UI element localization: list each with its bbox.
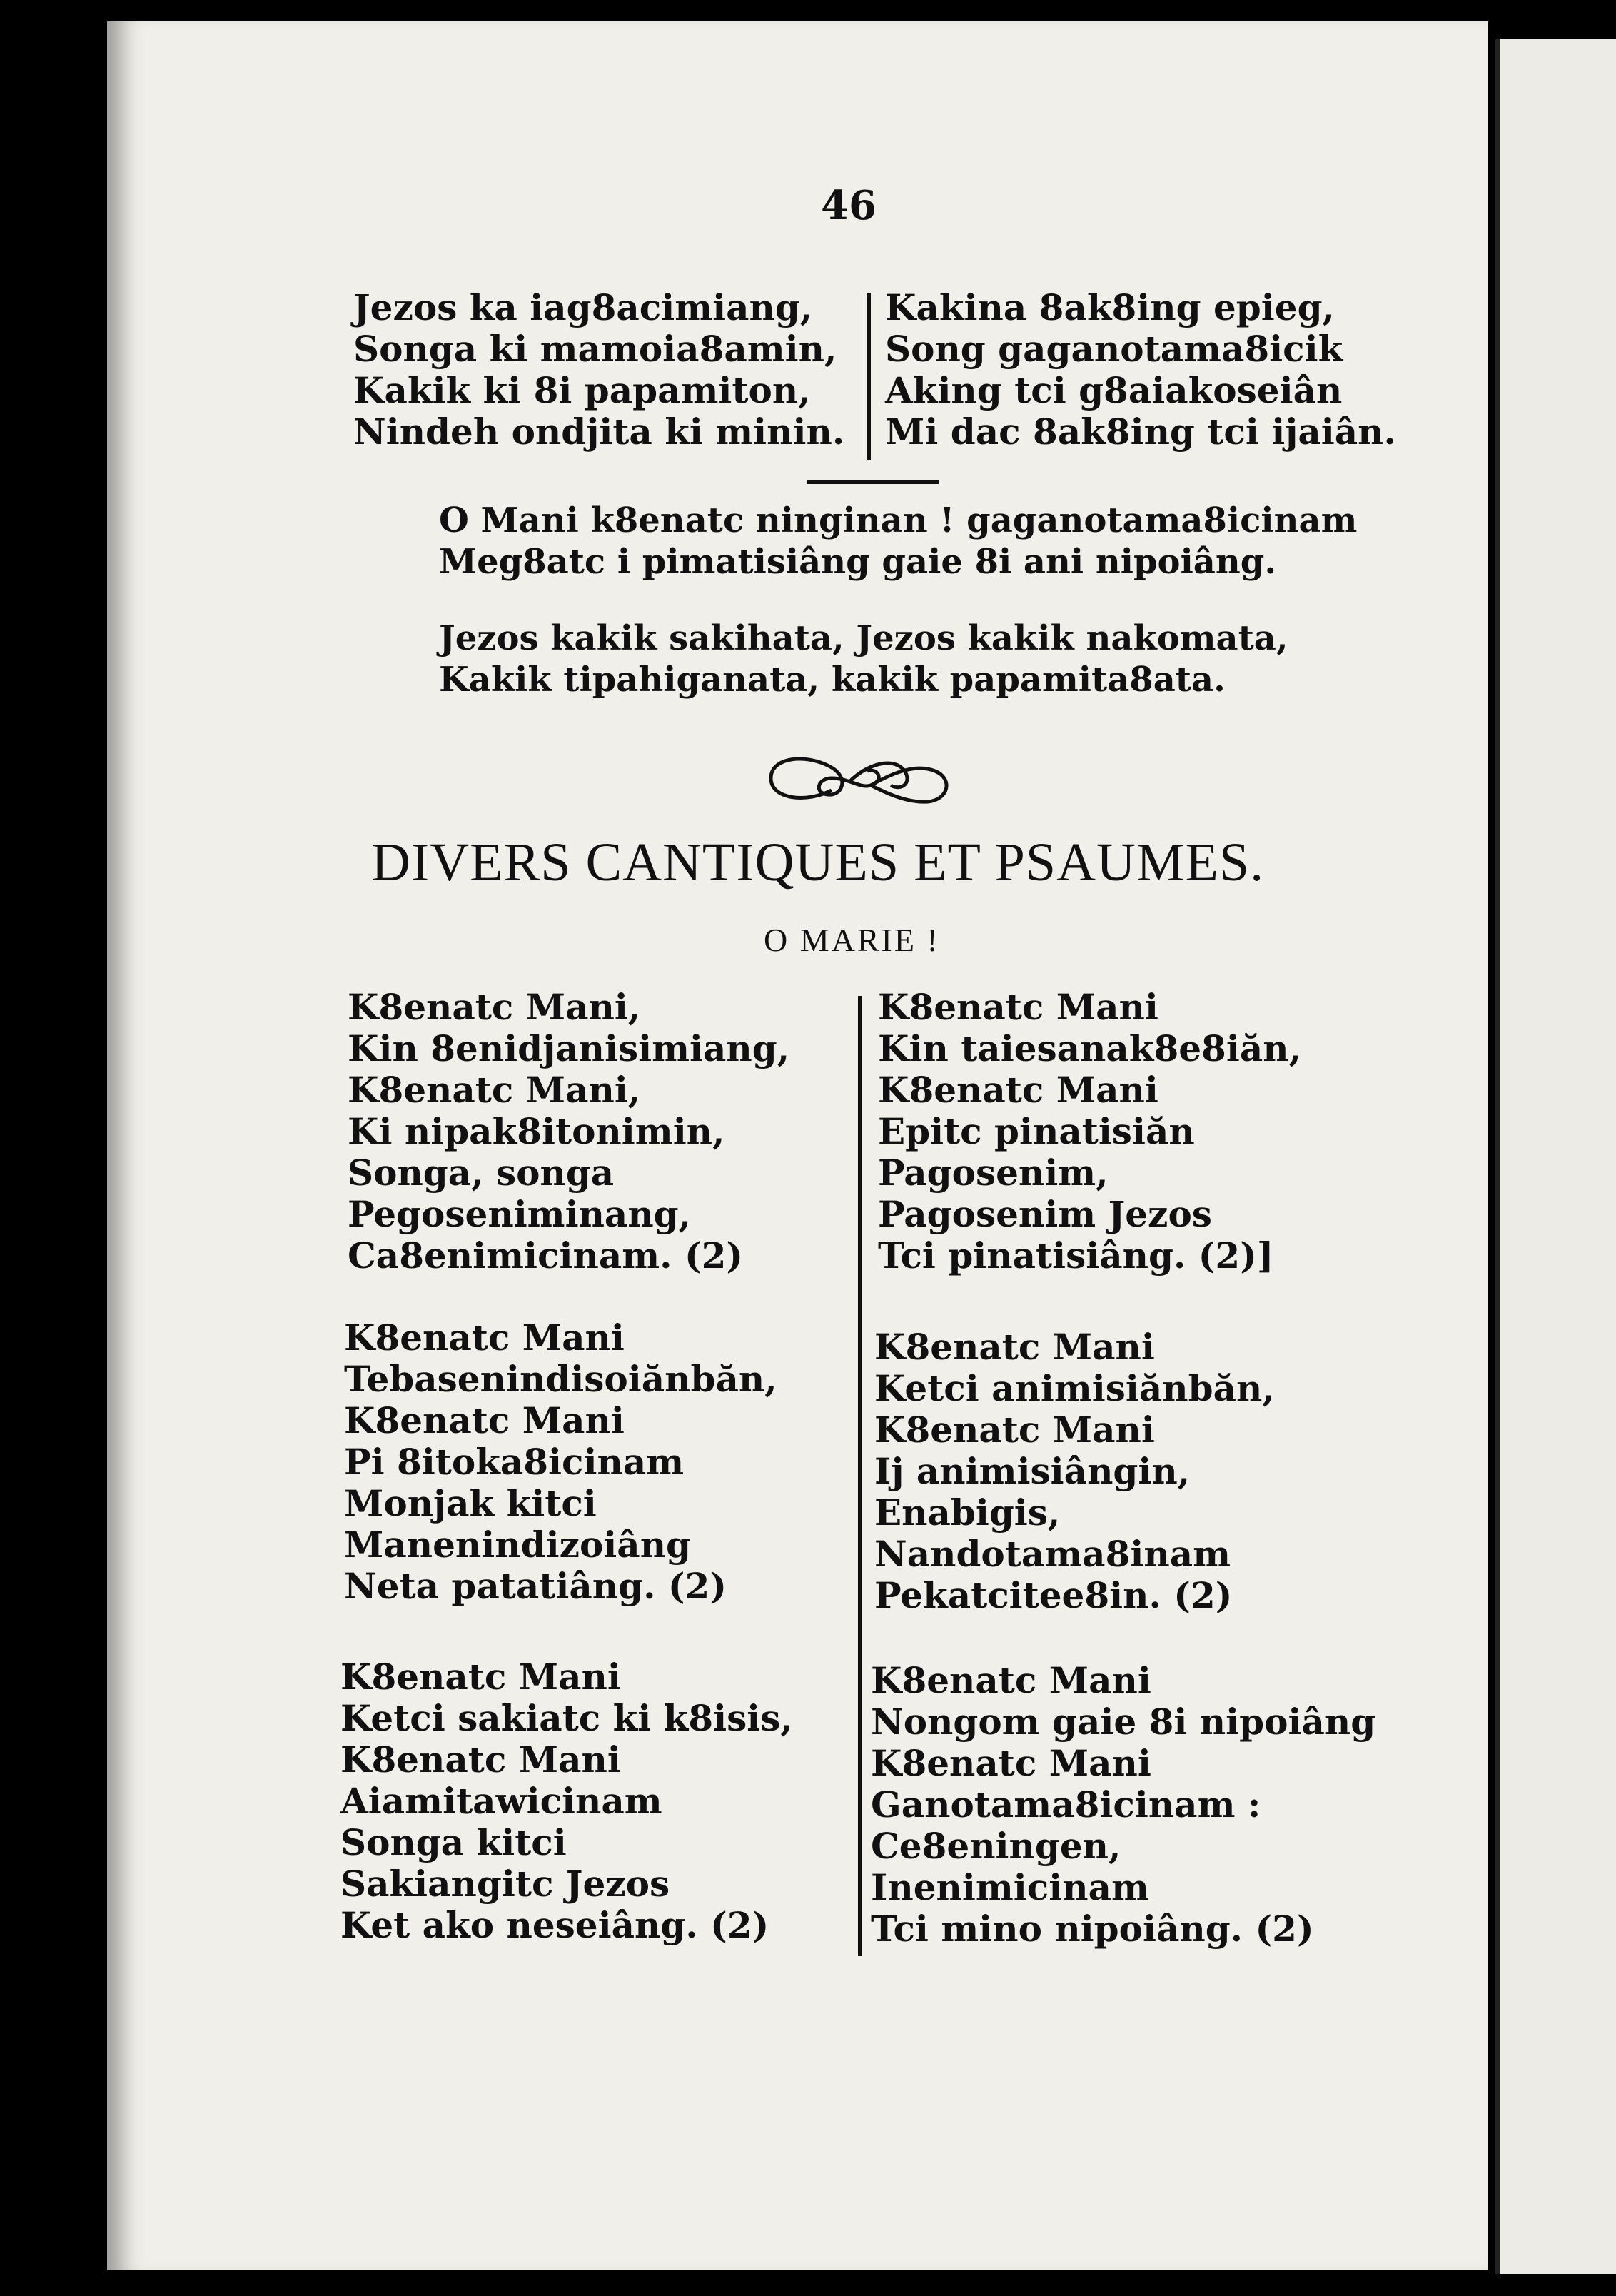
verse-line: Kin taiesanak8e8iăn, [878, 1027, 1301, 1069]
verse-line: Ganotama8icinam : [871, 1783, 1261, 1826]
stanza-2-left [344, 1317, 777, 1607]
verse-line: Nongom gaie 8i nipoiâng [871, 1701, 1376, 1743]
verse-line: Tci pinatisiâng. (2)] [878, 1234, 1274, 1277]
refrain [439, 500, 1357, 583]
verse-line: Aiamitawicinam [340, 1780, 662, 1822]
verse-line: Songa, songa [348, 1152, 615, 1194]
verse-line: K8enatc Mani, [348, 986, 641, 1028]
verse-line: Monjak kitci [344, 1482, 597, 1524]
verse-line: Song gaganotama8icik [885, 328, 1343, 370]
verse-line: Ca8enimicinam. (2) [348, 1234, 744, 1277]
verse-line: Ce8eningen, [871, 1825, 1121, 1867]
verse-line: Pi 8itoka8icinam [344, 1441, 685, 1483]
stanza-1-right [878, 987, 1301, 1277]
verse-line: Ketci animisiănbăn, [874, 1367, 1275, 1409]
verse-line: Pekatcitee8in. (2) [874, 1574, 1233, 1616]
verse-line: Ij animisiângin, [874, 1450, 1191, 1492]
column-divider [858, 996, 862, 1956]
ornament-flourish [764, 746, 956, 810]
verse-line: Ketci sakiatc ki k8isis, [340, 1697, 793, 1739]
stanza-3-left [340, 1656, 793, 1946]
verse-line: K8enatc Mani [874, 1326, 1155, 1368]
verse-line: Kin 8enidjanisimiang, [348, 1027, 790, 1069]
verse-line: Inenimicinam [871, 1866, 1149, 1908]
refrain-line: Kakik tipahiganata, kakik papamita8ata. [439, 660, 1226, 700]
short-rule [807, 480, 939, 484]
verse-line: Tci mino nipoiâng. (2) [871, 1908, 1314, 1950]
verse-line: Jezos ka iag8acimiang, [353, 286, 813, 328]
verse-line: Aking tci g8aiakoseiân [885, 369, 1343, 411]
page-number: 46 [821, 182, 877, 229]
stanza-1-left [348, 987, 789, 1277]
verse-line: Pegoseniminang, [348, 1193, 692, 1235]
verse-line: Pagosenim Jezos [878, 1193, 1212, 1235]
verse-line: Manenindizoiâng [344, 1524, 692, 1566]
refrain-line: Meg8atc i pimatisiâng gaie 8i ani nipoiâng. [439, 542, 1277, 582]
section-title: DIVERS CANTIQUES ET PSAUMES. [371, 832, 1265, 892]
verse-line: Enabigis, [874, 1491, 1061, 1534]
verse-line: Tebasenindisoiănbăn, [344, 1358, 777, 1400]
adjacent-page-edge [1495, 39, 1616, 2274]
stanza-top-right [885, 287, 1396, 453]
verse-line: K8enatc Mani [878, 1069, 1158, 1111]
hymn-title: O MARIE ! [764, 922, 940, 958]
verse-line: K8enatc Mani, [348, 1069, 641, 1111]
verse-line: Sakiangitc Jezos [340, 1863, 670, 1905]
verse-line: K8enatc Mani [871, 1659, 1151, 1701]
stanza-2-right [874, 1326, 1275, 1616]
verse-line: Pagosenim, [878, 1152, 1109, 1194]
verse-line: K8enatc Mani [340, 1738, 621, 1781]
verse-line: Epitc pinatisiăn [878, 1110, 1195, 1152]
verse-line: Kakina 8ak8ing epieg, [885, 286, 1335, 328]
column-divider [867, 293, 871, 460]
verse-line: Neta patatiâng. (2) [344, 1565, 727, 1607]
verse-line: Nindeh ondjita ki minin. [353, 411, 845, 453]
verse-line: Mi dac 8ak8ing tci ijaiân. [885, 411, 1396, 453]
stanza-top-left [353, 287, 844, 453]
verse-line: K8enatc Mani [871, 1742, 1151, 1784]
verse-line: Ki nipak8itonimin, [348, 1110, 725, 1152]
refrain-second [439, 618, 1288, 700]
refrain-line: Jezos kakik sakihata, Jezos kakik nakomata, [439, 618, 1288, 658]
verse-line: K8enatc Mani [344, 1316, 625, 1359]
verse-line: K8enatc Mani [874, 1409, 1155, 1451]
bleed-through-text [335, 464, 343, 498]
refrain-line: O Mani k8enatc ninginan ! gaganotama8icinam [439, 500, 1358, 540]
verse-line: K8enatc Mani [340, 1656, 621, 1698]
verse-line: K8enatc Mani [878, 986, 1158, 1028]
verse-line: K8enatc Mani [344, 1399, 625, 1441]
verse-line: Kakik ki 8i papamiton, [353, 369, 811, 411]
verse-line: Nandotama8inam [874, 1533, 1231, 1575]
stanza-3-right [871, 1660, 1375, 1950]
verse-line: Ket ako neseiâng. (2) [340, 1904, 769, 1946]
verse-line: Songa ki mamoia8amin, [353, 328, 837, 370]
verse-line: Songa kitci [340, 1821, 567, 1863]
